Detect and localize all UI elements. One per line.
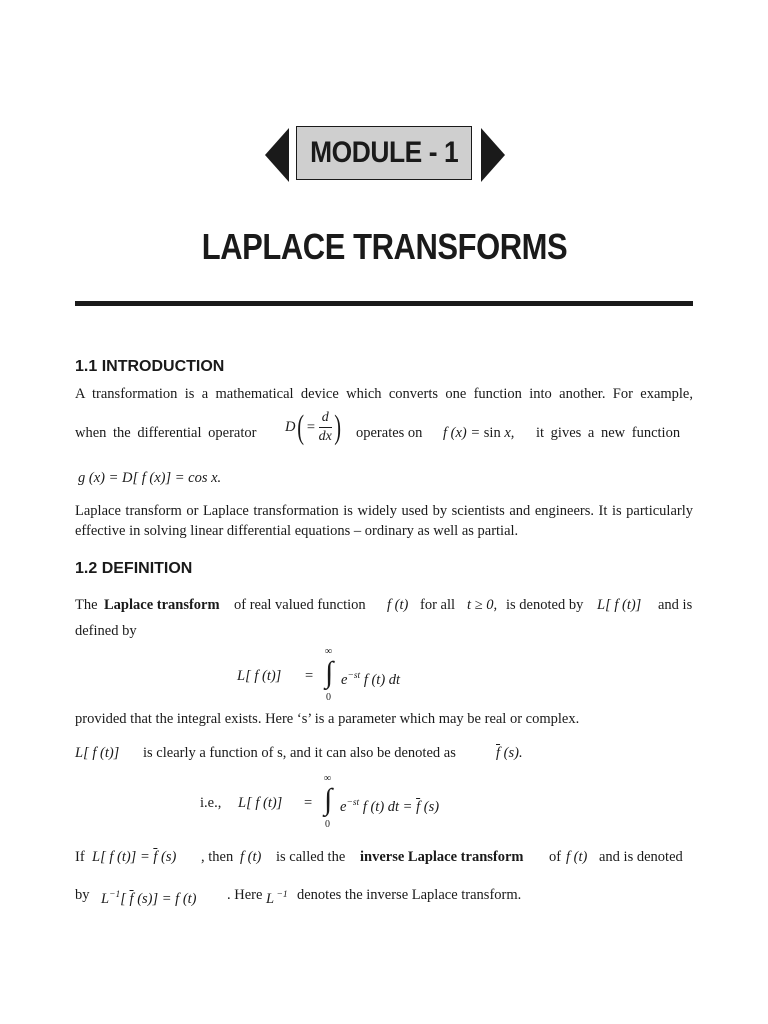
right-arrow-icon [481, 128, 505, 182]
chapter-title: LAPLACE TRANSFORMS [201, 226, 567, 267]
inverse-line-1: If L[ f $(t)] = \overline{f}$ (s) , then f (t) is called the inverse Laplace transform of f (t) and is denoted [75, 849, 683, 865]
clearly-line: L[ f (t)] is clearly a function of s, and it can also be denoted as $\overline{f}$ (s). [75, 745, 523, 761]
left-arrow-icon [265, 128, 289, 182]
operator-formula: D( = $\frac{d}{dx}$ ) [285, 408, 341, 446]
section-heading-definition: 1.2 DEFINITION [75, 560, 193, 577]
section-heading-introduction: 1.1 INTRODUCTION [75, 358, 225, 375]
sin-formula: f (x) = sin x, [443, 425, 515, 441]
intro-line-3: g (x) = D[ f (x)] = cos x. [78, 470, 222, 486]
module-label-box [296, 126, 472, 180]
laplace-notation-equation: i.e., L[ f (t)] = ∞ ∫ 0 $e^{-st}$ f (t) dt = $\overline{f}$ (s) [200, 773, 440, 830]
intro-paragraph-2: Laplace transform or Laplace transformation is widely used by scientists and engineers. It is particularly effective in solving linear differential equations – ordinary as well as partial. [75, 503, 693, 539]
intro-line-1: A transformation is a mathematical device which converts one function into another. For example, [75, 386, 693, 402]
provided-line: provided that the integral exists. Here ‘s’ is a parameter which may be real or complex. [75, 711, 580, 727]
module-label: MODULE - 1 [309, 136, 459, 169]
title-divider [75, 301, 693, 306]
intro-line-2: when the differential operator D( = $\frac{d}{dx}$ ) operates on f (x) = sin x, it gives a new function [75, 408, 681, 446]
laplace-definition-equation: L[ f (t)] = ∞ ∫ 0 $e^{-st}$ f (t) dt [237, 646, 401, 703]
inverse-line-2: by $L^{-1}$[ $\overline{f}$ (s)] = f (t) . Here L $^{-1}$ denotes the inverse Laplace transform. [75, 887, 522, 907]
module-banner [265, 126, 505, 184]
definition-line-1: The Laplace transform of real valued function f (t) for all t ≥ 0, is denoted by L[ f (t)] and is [75, 597, 693, 613]
definition-line-2: defined by [75, 623, 137, 639]
